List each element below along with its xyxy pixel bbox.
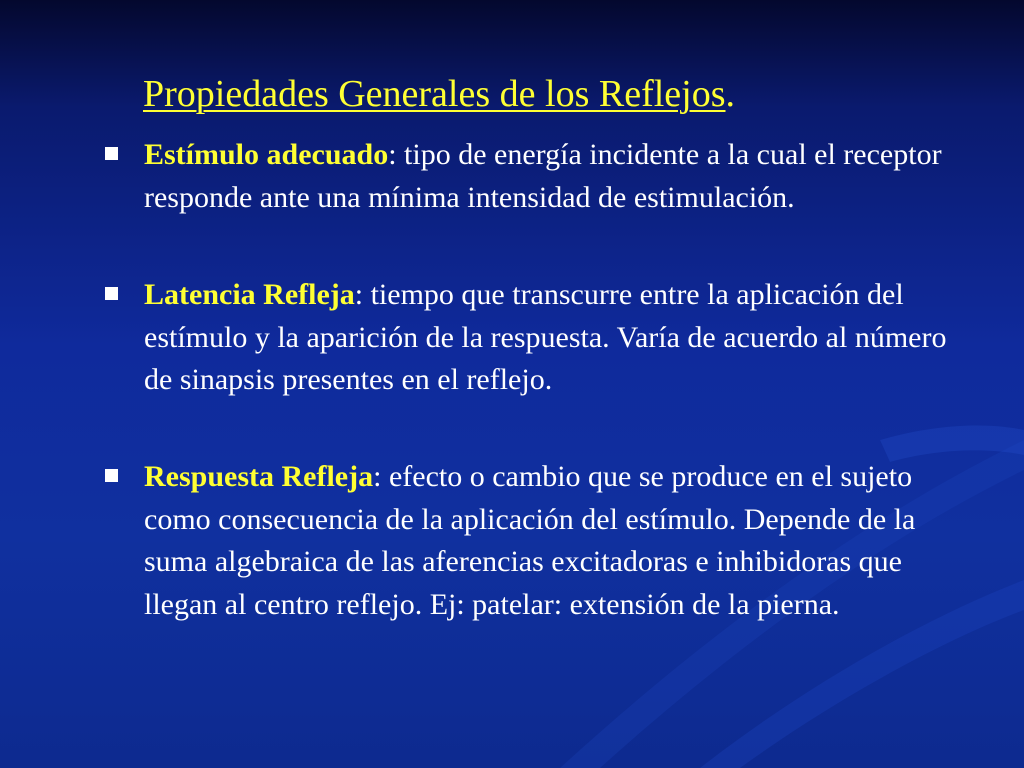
square-bullet-icon xyxy=(105,469,118,482)
bullet-term: Latencia Refleja xyxy=(144,278,355,311)
bullet-term: Estímulo adecuado xyxy=(144,138,389,171)
square-bullet-icon xyxy=(105,147,118,160)
bullet-description: : tipo de energía incidente a la cual el receptor responde ante una mínima intensidad de estimulación. xyxy=(144,138,942,214)
bullet-description: : tiempo que transcurre entre la aplicación del estímulo y la aparición de la respuesta. Varía de acuerdo al número de sinapsis presentes en el reflejo. xyxy=(144,278,947,396)
bullet-text xyxy=(144,456,964,626)
bullet-description: : efecto o cambio que se produce en el sujeto como consecuencia de la aplicación del estímulo. Depende de la suma algebraica de las aferencias excitadoras e inhibidoras que llegan al centro reflejo. Ej: patelar: extensión de la pierna. xyxy=(144,460,916,621)
bullet-text xyxy=(144,274,964,402)
bullet-text xyxy=(144,134,964,219)
square-bullet-icon xyxy=(105,287,118,300)
bullet-term: Respuesta Refleja xyxy=(144,460,374,493)
slide-title-period: . xyxy=(725,73,735,115)
slide-title xyxy=(143,72,735,118)
slide-title-text: Propiedades Generales de los Reflejos xyxy=(143,73,726,115)
